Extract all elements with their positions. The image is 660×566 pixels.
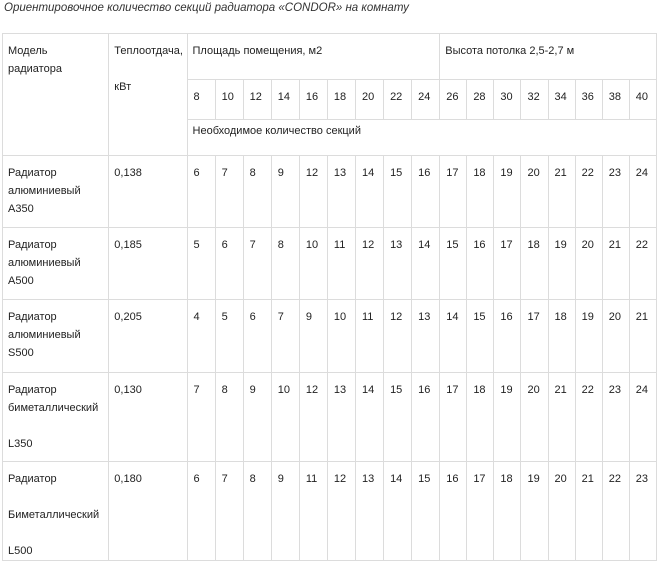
area-cell: 26 xyxy=(440,80,467,120)
section-count-cell: 14 xyxy=(355,156,383,228)
area-cell: 10 xyxy=(215,80,243,120)
section-count-cell: 18 xyxy=(467,156,494,228)
section-count-cell: 12 xyxy=(355,228,383,300)
section-count-cell: 19 xyxy=(494,156,521,228)
section-count-cell: 10 xyxy=(271,373,299,462)
section-count-cell: 11 xyxy=(299,462,327,561)
area-cell: 12 xyxy=(243,80,271,120)
area-cell: 18 xyxy=(327,80,355,120)
section-count-cell: 22 xyxy=(602,462,629,561)
section-count-cell: 15 xyxy=(467,300,494,373)
section-count-cell: 16 xyxy=(440,462,467,561)
section-count-cell: 18 xyxy=(548,300,575,373)
section-count-cell: 8 xyxy=(243,156,271,228)
section-count-cell: 19 xyxy=(494,373,521,462)
section-count-cell: 21 xyxy=(575,462,602,561)
section-count-cell: 15 xyxy=(384,156,412,228)
area-cell: 14 xyxy=(271,80,299,120)
header-ceiling-height: Высота потолка 2,5-2,7 м xyxy=(440,34,657,80)
section-count-cell: 24 xyxy=(629,156,656,228)
header-room-area: Площадь помещения, м2 xyxy=(187,34,440,80)
section-count-cell: 19 xyxy=(521,462,548,561)
header-row xyxy=(3,34,657,80)
section-count-cell: 13 xyxy=(327,373,355,462)
model-cell: Радиатор алюминиевый А500 xyxy=(3,228,109,300)
section-count-cell: 18 xyxy=(467,373,494,462)
section-count-cell: 13 xyxy=(327,156,355,228)
area-cell: 8 xyxy=(187,80,215,120)
section-count-cell: 19 xyxy=(575,300,602,373)
area-cell: 30 xyxy=(494,80,521,120)
section-count-cell: 12 xyxy=(299,156,327,228)
section-count-cell: 10 xyxy=(299,228,327,300)
model-cell: Радиатор алюминиевый S500 xyxy=(3,300,109,373)
section-count-cell: 12 xyxy=(299,373,327,462)
area-cell: 16 xyxy=(299,80,327,120)
section-count-cell: 17 xyxy=(467,462,494,561)
section-count-cell: 7 xyxy=(187,373,215,462)
area-cell: 40 xyxy=(629,80,656,120)
heat-output-cell: 0,138 xyxy=(109,156,187,228)
section-count-cell: 24 xyxy=(629,373,656,462)
section-count-cell: 6 xyxy=(243,300,271,373)
section-count-cell: 16 xyxy=(412,373,440,462)
section-count-cell: 18 xyxy=(521,228,548,300)
section-count-cell: 13 xyxy=(384,228,412,300)
section-count-cell: 6 xyxy=(187,156,215,228)
section-count-cell: 12 xyxy=(384,300,412,373)
area-cell: 24 xyxy=(412,80,440,120)
section-count-cell: 7 xyxy=(271,300,299,373)
section-count-cell: 9 xyxy=(243,373,271,462)
section-count-cell: 15 xyxy=(384,373,412,462)
section-count-cell: 17 xyxy=(494,228,521,300)
section-count-cell: 22 xyxy=(575,156,602,228)
section-count-cell: 21 xyxy=(548,156,575,228)
table-caption: Ориентировочное количество секций радиатора «CONDOR» на комнату xyxy=(4,2,409,14)
heat-output-cell: 0,180 xyxy=(109,462,187,561)
section-count-cell: 23 xyxy=(629,462,656,561)
heat-output-cell: 0,205 xyxy=(109,300,187,373)
section-count-cell: 9 xyxy=(271,156,299,228)
section-count-cell: 17 xyxy=(440,156,467,228)
model-cell: Радиатор Биметаллический L500 xyxy=(3,462,109,561)
section-count-cell: 20 xyxy=(521,373,548,462)
model-cell: Радиатор биметаллический L350 xyxy=(3,373,109,462)
model-cell: Радиатор алюминиевый А350 xyxy=(3,156,109,228)
area-cell: 20 xyxy=(355,80,383,120)
section-count-cell: 6 xyxy=(187,462,215,561)
section-count-cell: 17 xyxy=(440,373,467,462)
section-count-cell: 21 xyxy=(602,228,629,300)
section-count-cell: 22 xyxy=(575,373,602,462)
section-count-cell: 18 xyxy=(494,462,521,561)
area-cell: 38 xyxy=(602,80,629,120)
area-cell: 36 xyxy=(575,80,602,120)
section-count-cell: 13 xyxy=(412,300,440,373)
header-heat-output: Теплоотдача, кВт xyxy=(109,34,187,156)
section-count-cell: 14 xyxy=(412,228,440,300)
section-count-cell: 15 xyxy=(440,228,467,300)
area-cell: 22 xyxy=(384,80,412,120)
section-count-cell: 21 xyxy=(629,300,656,373)
section-count-cell: 16 xyxy=(494,300,521,373)
section-count-cell: 14 xyxy=(355,373,383,462)
section-count-cell: 12 xyxy=(327,462,355,561)
section-count-cell: 20 xyxy=(602,300,629,373)
table-row xyxy=(3,462,657,561)
section-count-cell: 19 xyxy=(548,228,575,300)
heat-output-cell: 0,185 xyxy=(109,228,187,300)
section-count-cell: 14 xyxy=(440,300,467,373)
section-count-cell: 23 xyxy=(602,373,629,462)
section-count-cell: 7 xyxy=(215,462,243,561)
section-count-cell: 15 xyxy=(412,462,440,561)
section-count-cell: 11 xyxy=(355,300,383,373)
section-count-cell: 8 xyxy=(243,462,271,561)
section-count-cell: 9 xyxy=(299,300,327,373)
table-row xyxy=(3,156,657,228)
section-count-cell: 11 xyxy=(327,228,355,300)
section-count-cell: 5 xyxy=(187,228,215,300)
area-cell: 32 xyxy=(521,80,548,120)
section-count-cell: 14 xyxy=(384,462,412,561)
section-count-cell: 7 xyxy=(215,156,243,228)
table-row xyxy=(3,300,657,373)
section-count-cell: 20 xyxy=(575,228,602,300)
section-count-cell: 23 xyxy=(602,156,629,228)
section-count-cell: 8 xyxy=(215,373,243,462)
table-row xyxy=(3,228,657,300)
area-cell: 34 xyxy=(548,80,575,120)
section-count-cell: 22 xyxy=(629,228,656,300)
section-count-cell: 20 xyxy=(548,462,575,561)
table-row xyxy=(3,373,657,462)
section-count-cell: 7 xyxy=(243,228,271,300)
header-required-sections: Необходимое количество секций xyxy=(187,120,656,156)
radiator-sections-table xyxy=(2,33,657,561)
section-count-cell: 4 xyxy=(187,300,215,373)
section-count-cell: 20 xyxy=(521,156,548,228)
section-count-cell: 17 xyxy=(521,300,548,373)
section-count-cell: 13 xyxy=(355,462,383,561)
header-model: Модель радиатора xyxy=(3,34,109,156)
section-count-cell: 6 xyxy=(215,228,243,300)
heat-output-cell: 0,130 xyxy=(109,373,187,462)
section-count-cell: 16 xyxy=(467,228,494,300)
section-count-cell: 5 xyxy=(215,300,243,373)
section-count-cell: 8 xyxy=(271,228,299,300)
area-cell: 28 xyxy=(467,80,494,120)
section-count-cell: 21 xyxy=(548,373,575,462)
section-count-cell: 10 xyxy=(327,300,355,373)
section-count-cell: 16 xyxy=(412,156,440,228)
section-count-cell: 9 xyxy=(271,462,299,561)
